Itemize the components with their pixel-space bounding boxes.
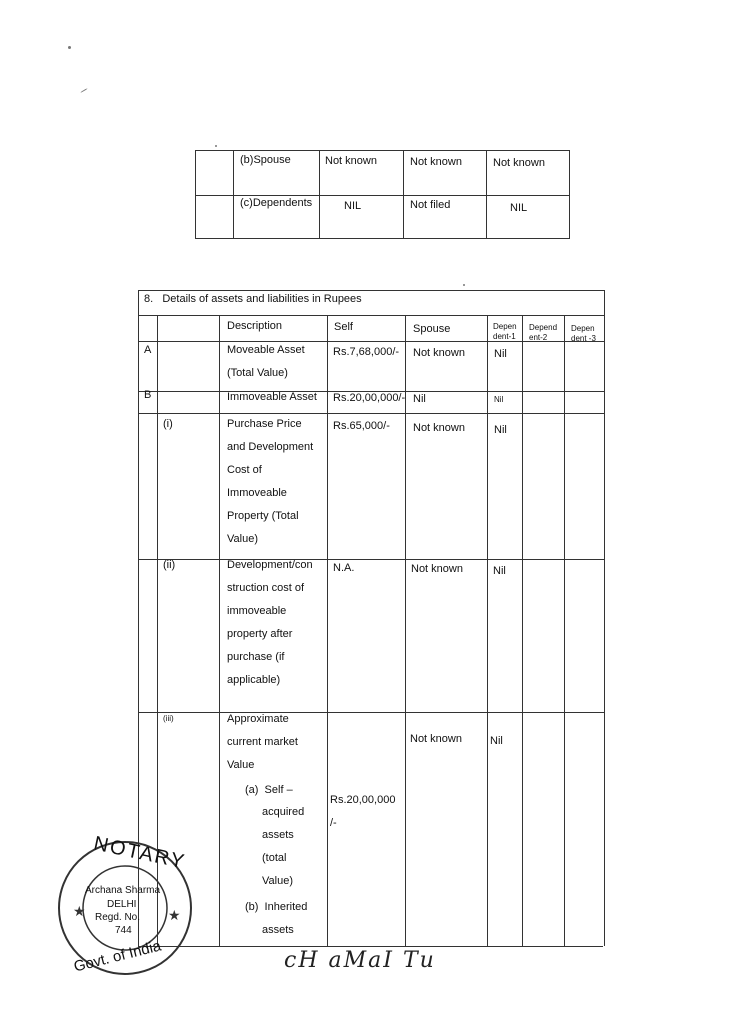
stamp-top-text: NOTARY (91, 832, 188, 874)
row-a-self: Rs.7,68,000/- (333, 346, 400, 358)
header-spouse: Spouse (413, 323, 451, 335)
row-b-self: Rs.20,00,000/- (333, 392, 406, 404)
scan-speck (215, 145, 217, 147)
scan-speck (463, 284, 465, 286)
header-dependent-1: Depen dent-1 (493, 322, 517, 341)
row-ii-key: (ii) (163, 559, 176, 571)
spouse-label: (b)Spouse (240, 154, 291, 166)
row-i-key: (i) (163, 418, 173, 430)
handwritten-signature: cH aMaI Tu (284, 948, 436, 973)
dependents-col1: NIL (344, 200, 362, 212)
row-iii-self: Rs.20,00,000 /- (330, 794, 396, 829)
row-ii-description: Development/con struction cost of immoveable property after purchase (if applicable) (227, 559, 313, 686)
spouse-col2: Not known (410, 156, 462, 168)
row-iii-dependent-1: Nil (490, 735, 503, 747)
row-iii-sub-b-cont: assets (262, 924, 294, 936)
row-iii-spouse: Not known (410, 733, 462, 745)
row-a-key: A (144, 344, 152, 356)
header-self: Self (334, 321, 353, 333)
header-description: Description (227, 320, 283, 332)
header-dependent-2: Depend ent-2 (529, 323, 558, 342)
scan-speck (80, 88, 87, 93)
spouse-col3: Not known (493, 157, 545, 169)
stamp-bottom-text: Govt. of India (72, 937, 163, 976)
row-iii-sub-a-cont: acquired assets (total Value) (262, 806, 305, 887)
row-a-description: Moveable Asset (Total Value) (227, 344, 305, 379)
stamp-regd: Regd. No. (95, 912, 141, 923)
row-b-description: Immoveable Asset (227, 391, 317, 403)
stamp-number: 744 (115, 925, 132, 936)
row-a-spouse: Not known (413, 347, 465, 359)
row-ii-self: N.A. (333, 562, 355, 574)
row-iii-sub-b: (b) Inherited (245, 901, 308, 913)
spouse-col1: Not known (325, 155, 377, 167)
row-iii-sub-a: (a) Self – (245, 784, 293, 796)
row-iii-key: (iii) (163, 714, 174, 723)
row-iii-description: Approximate current market Value (227, 713, 298, 771)
row-i-description: Purchase Price and Development Cost of Immoveable Property (Total Value) (227, 418, 314, 545)
row-i-self: Rs.65,000/- (333, 420, 390, 432)
row-a-dependent-1: Nil (494, 348, 507, 360)
row-b-spouse: Nil (413, 393, 426, 405)
notary-stamp (55, 832, 195, 978)
svg-text:★: ★ (168, 908, 181, 924)
row-b-dependent-1: Nil (494, 395, 504, 404)
stamp-city: DELHI (107, 899, 137, 910)
svg-text:★: ★ (73, 904, 86, 920)
dependents-label: (c)Dependents (240, 197, 313, 209)
row-ii-dependent-1: Nil (493, 565, 506, 577)
dependents-col3: NIL (510, 202, 528, 214)
row-ii-spouse: Not known (411, 563, 463, 575)
row-b-key: B (144, 389, 152, 401)
stamp-name: Archana Sharma (85, 885, 161, 896)
row-i-spouse: Not known (413, 422, 465, 434)
row-i-dependent-1: Nil (494, 424, 507, 436)
assets-table-title: 8. Details of assets and liabilities in Rupees (144, 293, 362, 305)
dependents-col2: Not filed (410, 199, 451, 211)
scan-speck (68, 46, 71, 49)
header-dependent-3: Depen dent -3 (571, 324, 596, 343)
